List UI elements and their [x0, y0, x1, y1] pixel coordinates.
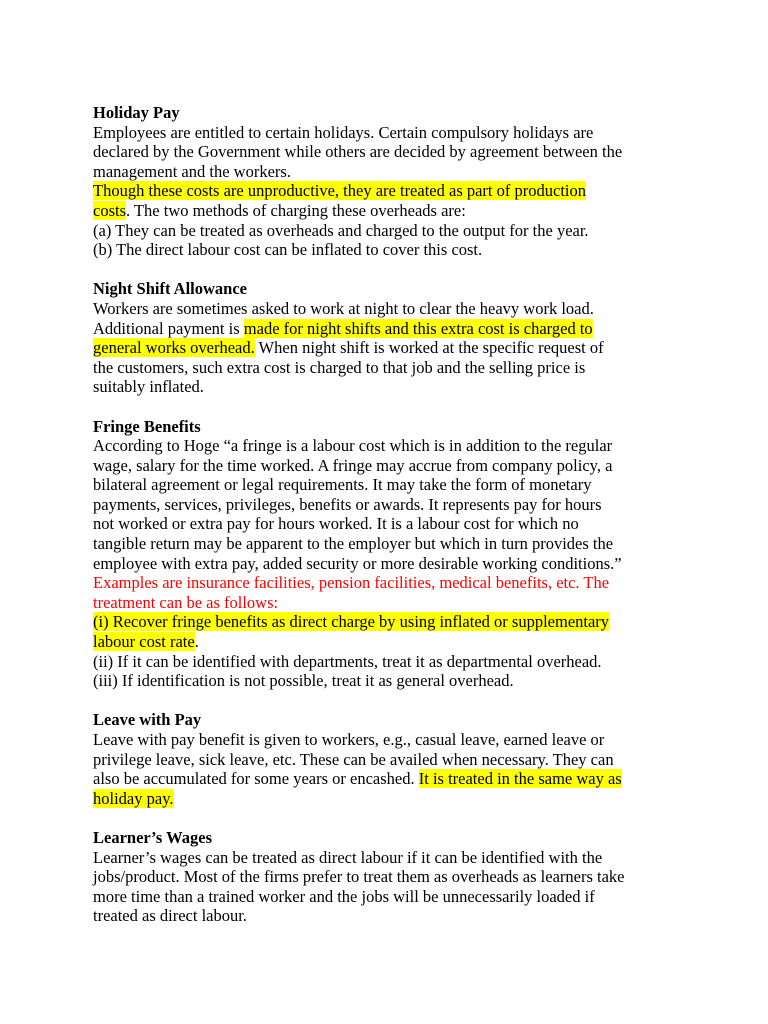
text-line: payments, services, privileges, benefits or awards. It represents pay for hours [93, 494, 602, 514]
document-page [93, 103, 693, 946]
text-line: According to Hoge “a fringe is a labour cost which is in addition to the regular [93, 436, 613, 456]
highlighted-text: made for night shifts and this extra cost is charged to [243, 318, 593, 338]
text-line: treated as direct labour. [93, 906, 247, 926]
section-leave-with-pay [93, 710, 693, 808]
text-line: bilateral agreement or legal requirements. It may take the form of monetary [93, 475, 592, 495]
text-line: Workers are sometimes asked to work at night to clear the heavy work load. [93, 298, 594, 318]
list-item-b: (b) The direct labour cost can be inflated to cover this cost. [93, 240, 483, 260]
text-span: When night shift is worked at the specific request of [254, 338, 604, 358]
text-line: Employees are entitled to certain holidays. Certain compulsory holidays are [93, 122, 594, 142]
highlighted-text: (i) Recover fringe benefits as direct charge by using inflated or supplementary [93, 612, 610, 632]
list-item-a: (a) They can be treated as overheads and charged to the output for the year. [93, 220, 589, 240]
paragraph-leave-with-pay [93, 730, 693, 808]
text-span: also be accumulated for some years or encashed. [93, 769, 419, 789]
text-line [93, 201, 693, 221]
red-text-line: Examples are insurance facilities, pension facilities, medical benefits, etc. The [93, 573, 610, 593]
section-holiday-pay [93, 103, 693, 260]
highlighted-text: general works overhead. [93, 338, 255, 358]
section-night-shift-allowance [93, 279, 693, 397]
text-line [93, 338, 693, 358]
list-item-i [93, 612, 693, 632]
paragraph-fringe-benefits [93, 436, 693, 691]
paragraph-holiday-pay [93, 123, 693, 260]
text-span: . The two methods of charging these overheads are: [126, 200, 466, 220]
highlighted-text: It is treated in the same way as [418, 769, 622, 789]
text-line: suitably inflated. [93, 377, 204, 397]
text-span: . [194, 632, 199, 652]
text-line: employee with extra pay, added security or more desirable working conditions.” [93, 553, 622, 573]
text-line [93, 789, 693, 809]
heading-fringe-benefits: Fringe Benefits [93, 416, 201, 436]
text-line: management and the workers. [93, 161, 291, 181]
highlighted-text: labour cost rate [93, 632, 195, 652]
text-line: privilege leave, sick leave, etc. These can be availed when necessary. They can [93, 749, 614, 769]
text-line [93, 769, 693, 789]
text-line: not worked or extra pay for hours worked. It is a labour cost for which no [93, 514, 579, 534]
list-item-ii: (ii) If it can be identified with departments, treat it as departmental overhead. [93, 651, 602, 671]
text-line: declared by the Government while others are decided by agreement between the [93, 142, 623, 162]
highlighted-text: costs [93, 200, 126, 220]
section-fringe-benefits [93, 417, 693, 691]
text-line [93, 181, 693, 201]
text-span: Additional payment is [93, 318, 244, 338]
text-line [93, 319, 693, 339]
text-line: the customers, such extra cost is charged to that job and the selling price is [93, 357, 586, 377]
heading-learners-wages: Learner’s Wages [93, 827, 212, 847]
text-line: Learner’s wages can be treated as direct labour if it can be identified with the [93, 847, 603, 867]
heading-holiday-pay: Holiday Pay [93, 103, 180, 122]
text-line: Leave with pay benefit is given to workers, e.g., casual leave, earned leave or [93, 730, 605, 749]
section-learners-wages [93, 828, 693, 926]
list-item-iii: (iii) If identification is not possible, treat it as general overhead. [93, 671, 514, 691]
text-line [93, 632, 693, 652]
paragraph-learners-wages [93, 848, 693, 926]
heading-leave-with-pay: Leave with Pay [93, 710, 202, 730]
text-line: jobs/product. Most of the firms prefer to treat them as overheads as learners take [93, 867, 625, 887]
highlighted-text: holiday pay. [93, 788, 174, 808]
highlighted-text: Though these costs are unproductive, they are treated as part of production [93, 181, 586, 201]
text-line: tangible return may be apparent to the employer but which in turn provides the [93, 534, 614, 554]
red-text-line: treatment can be as follows: [93, 592, 279, 612]
paragraph-night-shift [93, 299, 693, 397]
text-line: wage, salary for the time worked. A fringe may accrue from company policy, a [93, 455, 613, 475]
text-line: more time than a trained worker and the jobs will be unnecessarily loaded if [93, 886, 595, 906]
heading-night-shift-allowance: Night Shift Allowance [93, 279, 248, 299]
